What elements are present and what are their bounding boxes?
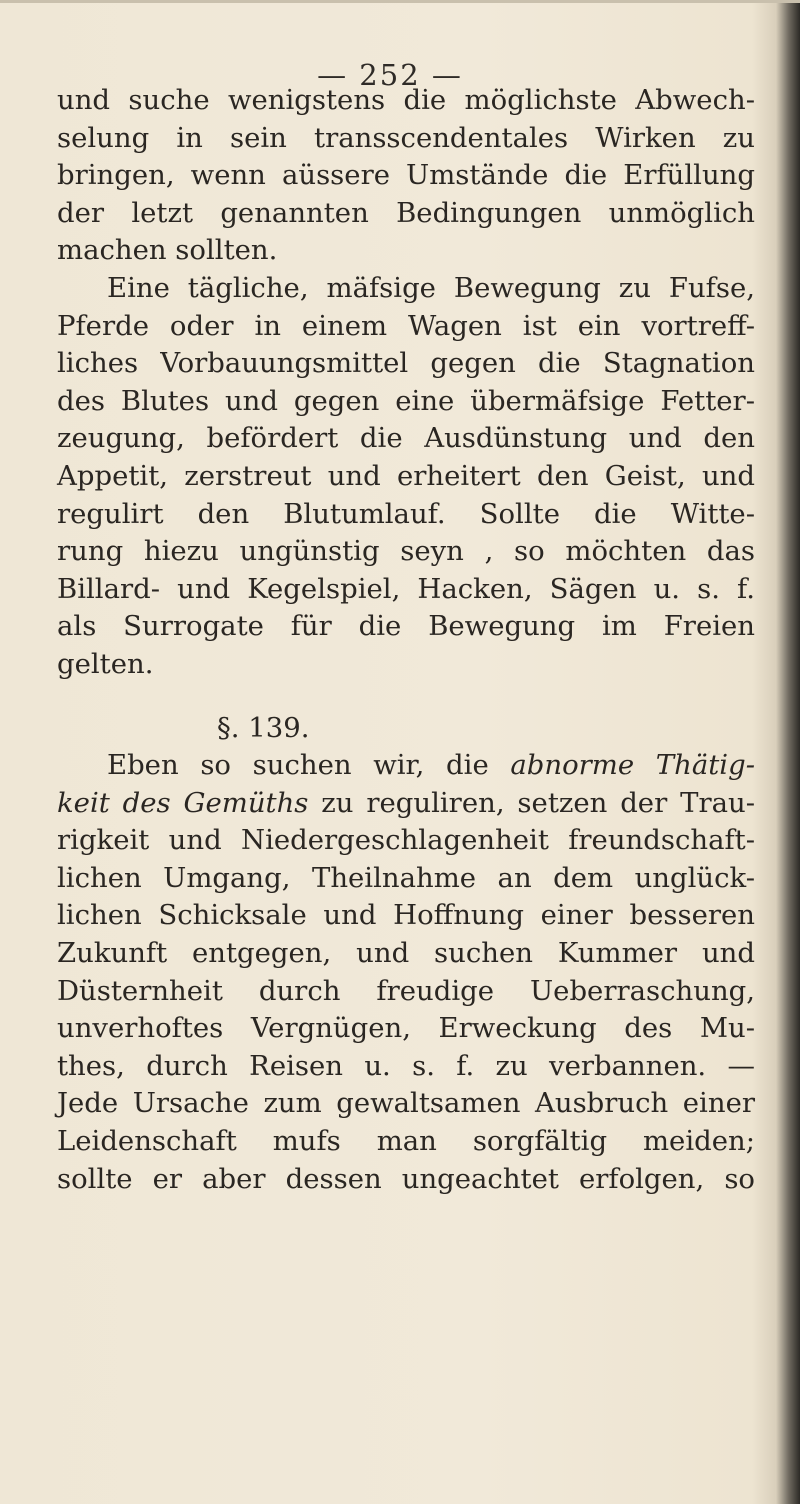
text-line: Billard- und Kegelspiel, Hacken, Sägen u. s. f. <box>57 572 755 605</box>
text-line: lichen Umgang, Theilnahme an dem unglück- <box>57 861 755 894</box>
text-fragment: zu reguliren, setzen der Trau- <box>308 786 755 819</box>
text-line: unverhoftes Vergnügen, Erweckung des Mu- <box>57 1012 755 1045</box>
section-heading: §. 139. <box>217 711 310 744</box>
text-line: als Surrogate für die Bewegung im Freien <box>57 610 755 643</box>
text-line: thes, durch Reisen u. s. f. zu verbannen. — <box>57 1049 755 1082</box>
text-line: der letzt genannten Bedingungen unmöglich <box>57 196 755 229</box>
page-top-edge <box>0 0 800 3</box>
text-line: Eine tägliche, mäfsige Bewegung zu Fufse, <box>107 271 755 304</box>
emphasis-text: abnorme Thätig- <box>510 749 755 782</box>
text-line: des Blutes und gegen eine übermäfsige Fetter- <box>57 384 755 417</box>
text-line: rigkeit und Niedergeschlagenheit freundschaft- <box>57 824 755 857</box>
text-line: machen sollten. <box>57 234 278 267</box>
text-line: liches Vorbauungsmittel gegen die Stagnation <box>57 347 755 380</box>
text-line: Düsternheit durch freudige Ueberraschung, <box>57 974 755 1007</box>
text-fragment: Eben so suchen wir, die <box>107 749 511 782</box>
text-line: und suche wenigstens die möglichste Abwech- <box>57 84 755 116</box>
text-line: regulirt den Blutumlauf. Sollte die Witte- <box>57 497 755 530</box>
text-line <box>57 785 755 823</box>
text-line: zeugung, befördert die Ausdünstung und den <box>57 422 755 455</box>
text-line: Pferde oder in einem Wagen ist ein vortreff- <box>57 309 755 342</box>
emphasis-text: keit des Gemüths <box>57 786 309 819</box>
text-line: lichen Schicksale und Hoffnung einer besseren <box>57 899 755 932</box>
text-line: Leidenschaft mufs man sorgfältig meiden; <box>57 1125 755 1158</box>
text-line: selung in sein transscendentales Wirken zu <box>57 121 755 154</box>
text-line: sollte er aber dessen ungeachtet erfolgen, so <box>57 1162 755 1195</box>
text-line: bringen, wenn aüssere Umstände die Erfüllung <box>57 159 755 192</box>
text-line: gelten. <box>57 647 154 680</box>
text-line <box>57 747 755 785</box>
body-text <box>57 82 755 1198</box>
text-line: Jede Ursache zum gewaltsamen Ausbruch einer <box>57 1087 755 1120</box>
text-line: rung hiezu ungünstig seyn , so möchten das <box>57 535 755 568</box>
page-number-header: — 252 — <box>317 58 463 92</box>
text-line: Appetit, zerstreut und erheitert den Geist, und <box>57 459 755 492</box>
text-line: Zukunft entgegen, und suchen Kummer und <box>57 937 755 970</box>
